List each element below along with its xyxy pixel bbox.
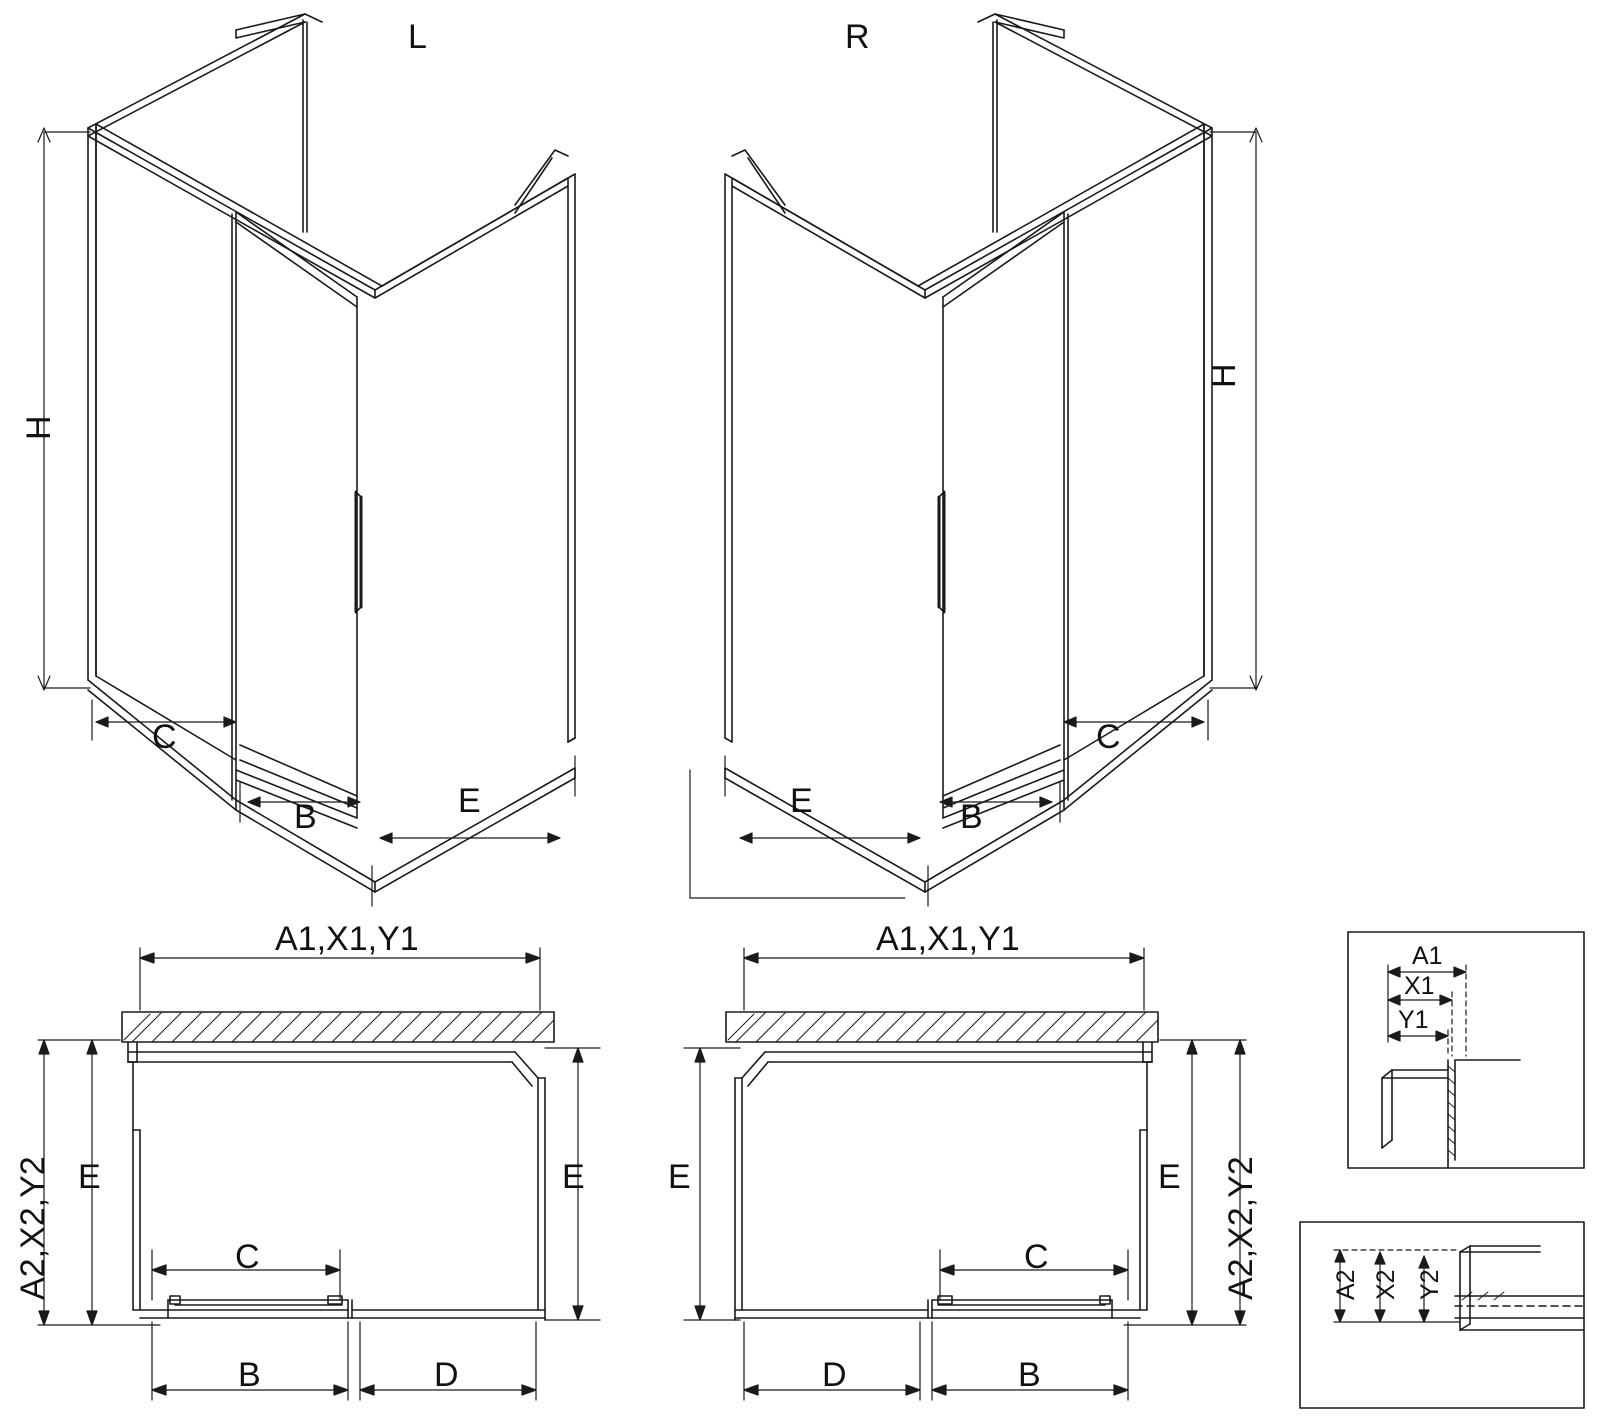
plan-left-dim-e-right: E bbox=[562, 1158, 585, 1196]
iso-left-dim-e: E bbox=[458, 782, 481, 820]
detail-bottom-label-y2: Y2 bbox=[1416, 1269, 1444, 1300]
plan-right-top-dim: A1,X1,Y1 bbox=[876, 920, 1020, 958]
iso-right-dim-h: H bbox=[1205, 363, 1243, 388]
iso-left-dim-b: B bbox=[294, 798, 317, 836]
plan-left-dim-b: B bbox=[238, 1356, 261, 1394]
plan-right bbox=[726, 1012, 1158, 1320]
plan-left bbox=[122, 1012, 554, 1320]
plan-right-dim-e-left: E bbox=[668, 1158, 691, 1196]
detail-top-label-y1: Y1 bbox=[1398, 1006, 1429, 1034]
detail-bottom-label-x2: X2 bbox=[1372, 1269, 1400, 1300]
plan-left-top-dim: A1,X1,Y1 bbox=[275, 920, 419, 958]
iso-left bbox=[88, 14, 575, 892]
iso-right-dim-c: C bbox=[1096, 718, 1121, 756]
detail-top-box bbox=[1348, 932, 1584, 1168]
plan-left-outer-dim: A2,X2,Y2 bbox=[14, 1156, 52, 1300]
plan-right-outer-dim: A2,X2,Y2 bbox=[1222, 1156, 1260, 1300]
detail-bottom-box bbox=[1300, 1222, 1584, 1408]
variant-label-r: R bbox=[845, 18, 870, 56]
plan-right-dim-c: C bbox=[1024, 1238, 1049, 1276]
iso-right-dim-e: E bbox=[790, 782, 813, 820]
plan-right-dim-b: B bbox=[1018, 1356, 1041, 1394]
iso-right bbox=[725, 14, 1212, 892]
iso-left-dim-c: C bbox=[152, 718, 177, 756]
plan-left-dim-d: D bbox=[434, 1356, 459, 1394]
dim-h-right bbox=[1210, 128, 1262, 690]
iso-right-dim-b: B bbox=[960, 798, 983, 836]
plan-right-dim-e-right: E bbox=[1158, 1158, 1181, 1196]
dim-h-left bbox=[38, 128, 90, 690]
plan-right-dim-d: D bbox=[822, 1356, 847, 1394]
plan-left-dim-e-left: E bbox=[78, 1158, 101, 1196]
detail-top-label-x1: X1 bbox=[1404, 972, 1435, 1000]
plan-left-dim-c: C bbox=[235, 1238, 260, 1276]
iso-left-dim-h: H bbox=[20, 415, 58, 440]
detail-top-label-a1: A1 bbox=[1412, 942, 1443, 970]
detail-bottom-label-a2: A2 bbox=[1332, 1269, 1360, 1300]
variant-label-l: L bbox=[408, 18, 427, 56]
